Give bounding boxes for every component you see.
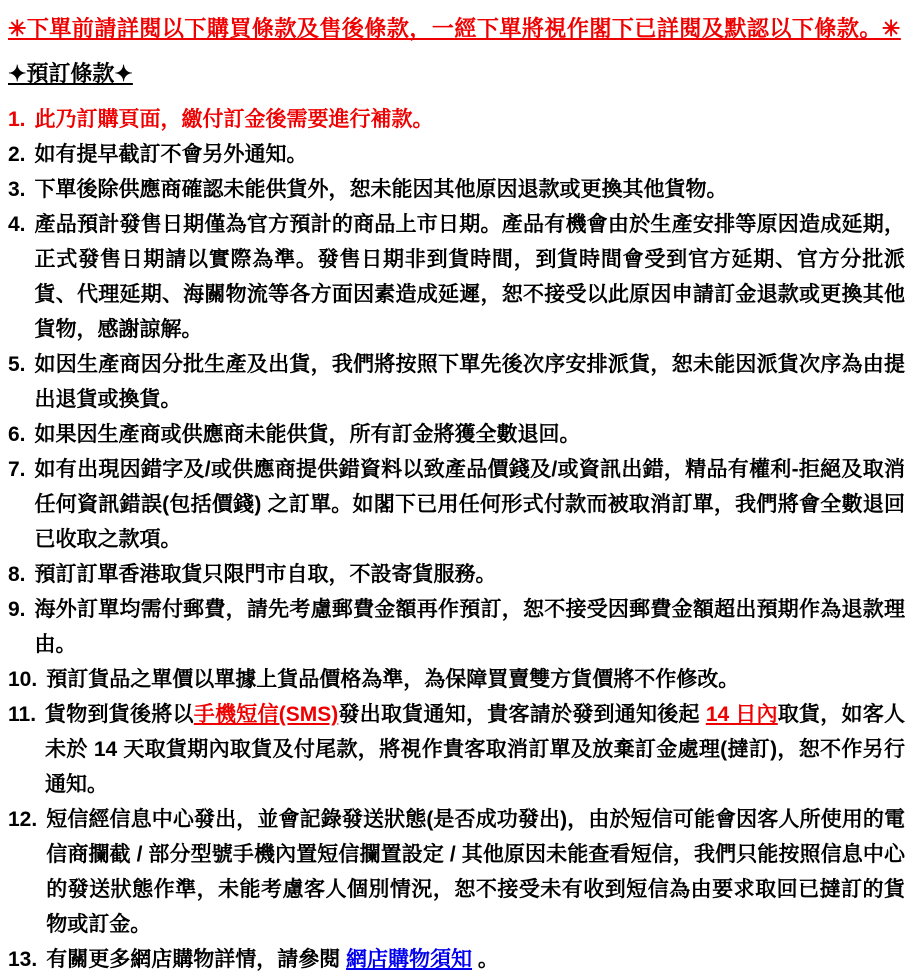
term-segment-plain: 貨物到貨後將以 [45,703,194,726]
pickup-deadline-highlight: 14 日內 [705,703,778,726]
term-text [46,802,907,942]
term-number: 9. [8,598,26,621]
term-text [35,172,907,207]
term-segment-plain: 下單後除供應商確認未能供貨外，恕未能因其他原因退款或更換其他貨物。 [34,178,728,201]
term-segment-plain: 海外訂單均需付郵費，請先考慮郵費金額再作預訂，恕不接受因郵費金額超出預期作為退款理由。 [34,598,905,656]
term-segment-plain: 發出取貨通知，貴客請於發到通知後起 [338,703,706,726]
sms-notice-highlight: 手機短信(SMS) [193,703,339,726]
term-text [35,557,907,592]
term-segment-plain: 如果因生產商或供應商未能供貨，所有訂金將獲全數退回。 [34,423,581,446]
term-number: 3. [8,178,26,201]
term-number: 1. [8,108,26,131]
term-item-7 [8,452,907,557]
store-shopping-notice-link[interactable]: 網店購物須知 [346,948,473,971]
term-item-12 [8,802,907,942]
term-text [46,662,907,697]
term-segment-plain: 如有出現因錯字及/或供應商提供錯資料以致產品價錢及/或資訊出錯，精品有權利-拒絕及取消任何資訊錯誤(包括價錢) 之訂單。如閣下已用任何形式付款而被取消訂單，我們將會全數退回已收取之款項。 [34,458,905,551]
term-number: 4. [8,213,26,236]
term-number: 6. [8,423,26,446]
preorder-terms-heading-text: ✦預訂條款✦ [8,61,133,86]
term-text [35,347,907,417]
term-segment-plain: 產品預計發售日期僅為官方預計的商品上市日期。產品有機會由於生產安排等原因造成延期，正式發售日期請以實際為準。發售日期非到貨時間，到貨時間會受到官方延期、官方分批派貨、代理延期、海關物流等各方面因素造成延遲，恕不接受以此原因申請訂金退款或更換其他貨物，感謝諒解。 [34,213,905,341]
term-item-13 [8,942,907,977]
term-item-8 [8,557,907,592]
term-number: 11. [8,703,37,726]
term-item-6 [8,417,907,452]
term-segment-plain: 預訂貨品之單價以單據上貨品價格為準，為保障買賣雙方貨價將不作修改。 [46,668,740,691]
term-segment-plain: 。 [472,948,499,971]
term-item-2 [8,137,907,172]
term-item-4 [8,207,907,347]
term-segment-plain: 如因生產商因分批生產及出貨，我們將按照下單先後次序安排派貨，恕未能因派貨次序為由提出退貨或換貨。 [34,353,905,411]
term-number: 12. [8,808,38,831]
term-number: 2. [8,143,26,166]
term-segment-red: 此乃訂購頁面，繳付訂金後需要進行補款。 [34,108,434,131]
term-number: 5. [8,353,26,376]
term-text [35,417,907,452]
term-text [35,137,907,172]
term-number: 7. [8,458,26,481]
terms-list [8,102,907,977]
term-segment-plain: 如有提早截訂不會另外通知。 [34,143,308,166]
term-text [46,942,907,977]
term-text [35,452,907,557]
term-text [35,102,907,137]
term-item-10 [8,662,907,697]
term-item-9 [8,592,907,662]
term-number: 8. [8,563,26,586]
term-text [45,697,907,802]
term-segment-plain: 短信經信息中心發出，並會記錄發送狀態(是否成功發出)，由於短信可能會因客人所使用的電信商攔截 / 部分型號手機內置短信攔置設定 / 其他原因未能查看短信，我們只能按照信息中心的發送狀態作準，未能考慮客人個別情況，恕不接受未有收到短信為由要求取回已撻訂的貨物或訂金。 [46,808,905,936]
term-item-1 [8,102,907,137]
term-item-11 [8,697,907,802]
term-segment-plain: 取貨，如客人未於 14 天取貨期內取貨及付尾款，將視作貴客取消訂單及放棄訂金處理(撻訂)，恕不作另行通知。 [45,703,905,796]
term-number: 13. [8,948,38,971]
term-number: 10. [8,668,38,691]
term-segment-plain: 預訂訂單香港取貨只限門市自取，不設寄貨服務。 [34,563,497,586]
term-text [35,207,907,347]
term-segment-plain: 有關更多網店購物詳情，請參閱 [46,948,347,971]
term-item-5 [8,347,907,417]
term-item-3 [8,172,907,207]
preorder-terms-heading [8,59,907,89]
term-text [35,592,907,662]
purchase-terms-warning-title: ✳下單前請詳閱以下購買條款及售後條款，一經下單將視作閣下已詳閱及默認以下條款。✳ [8,16,901,41]
